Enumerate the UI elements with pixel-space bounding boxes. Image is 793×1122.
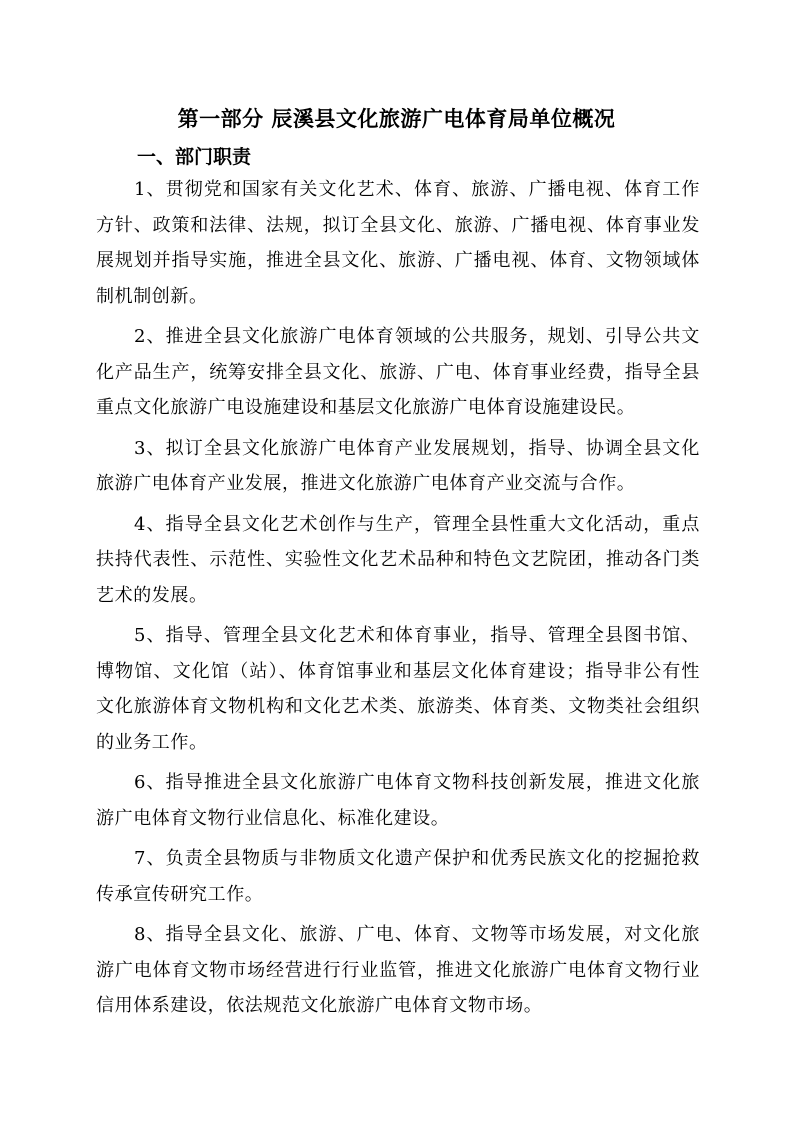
- paragraph-8: 8、指导全县文化、旅游、广电、体育、文物等市场发展，对文化旅游广电体育文物市场经营进行行业监管，推进文化旅游广电体育文物行业信用体系建设，依法规范文化旅游广电体育文物市场。: [96, 924, 700, 1016]
- body-text: [96, 172, 700, 1029]
- paragraph-5: 5、指导、管理全县文化艺术和体育事业，指导、管理全县图书馆、博物馆、文化馆（站）、体育馆事业和基层文化体育建设；指导非公有性文化旅游体育文物机构和文化艺术类、旅游类、体育类、文物类社会组织的业务工作。: [96, 625, 700, 753]
- paragraph-2: 2、推进全县文化旅游广电体育领域的公共服务，规划、引导公共文化产品生产，统筹安排全县文化、旅游、广电、体育事业经费，指导全县重点文化旅游广电设施建设和基层文化旅游广电体育设施建设民。: [96, 326, 700, 418]
- paragraph-7: 7、负责全县物质与非物质文化遗产保护和优秀民族文化的挖掘抢救传承宣传研究工作。: [96, 848, 700, 905]
- paragraph-1: 1、贯彻党和国家有关文化艺术、体育、旅游、广播电视、体育工作方针、政策和法律、法规，拟订全县文化、旅游、广播电视、体育事业发展规划并指导实施，推进全县文化、旅游、广播电视、体育、文物领域体制机制创新。: [96, 179, 700, 307]
- paragraph-6: 6、指导推进全县文化旅游广电体育文物科技创新发展，推进文化旅游广电体育文物行业信息化、标准化建设。: [96, 772, 700, 829]
- paragraph-4: 4、指导全县文化艺术创作与生产，管理全县性重大文化活动，重点扶持代表性、示范性、实验性文化艺术品种和特色文艺院团，推动各门类艺术的发展。: [96, 513, 700, 606]
- section-heading: 一、部门职责: [137, 146, 252, 168]
- paragraph-3: 3、拟订全县文化旅游广电体育产业发展规划，指导、协调全县文化旅游广电体育产业发展，推进文化旅游广电体育产业交流与合作。: [96, 437, 700, 494]
- page-title: 第一部分 辰溪县文化旅游广电体育局单位概况: [177, 107, 616, 131]
